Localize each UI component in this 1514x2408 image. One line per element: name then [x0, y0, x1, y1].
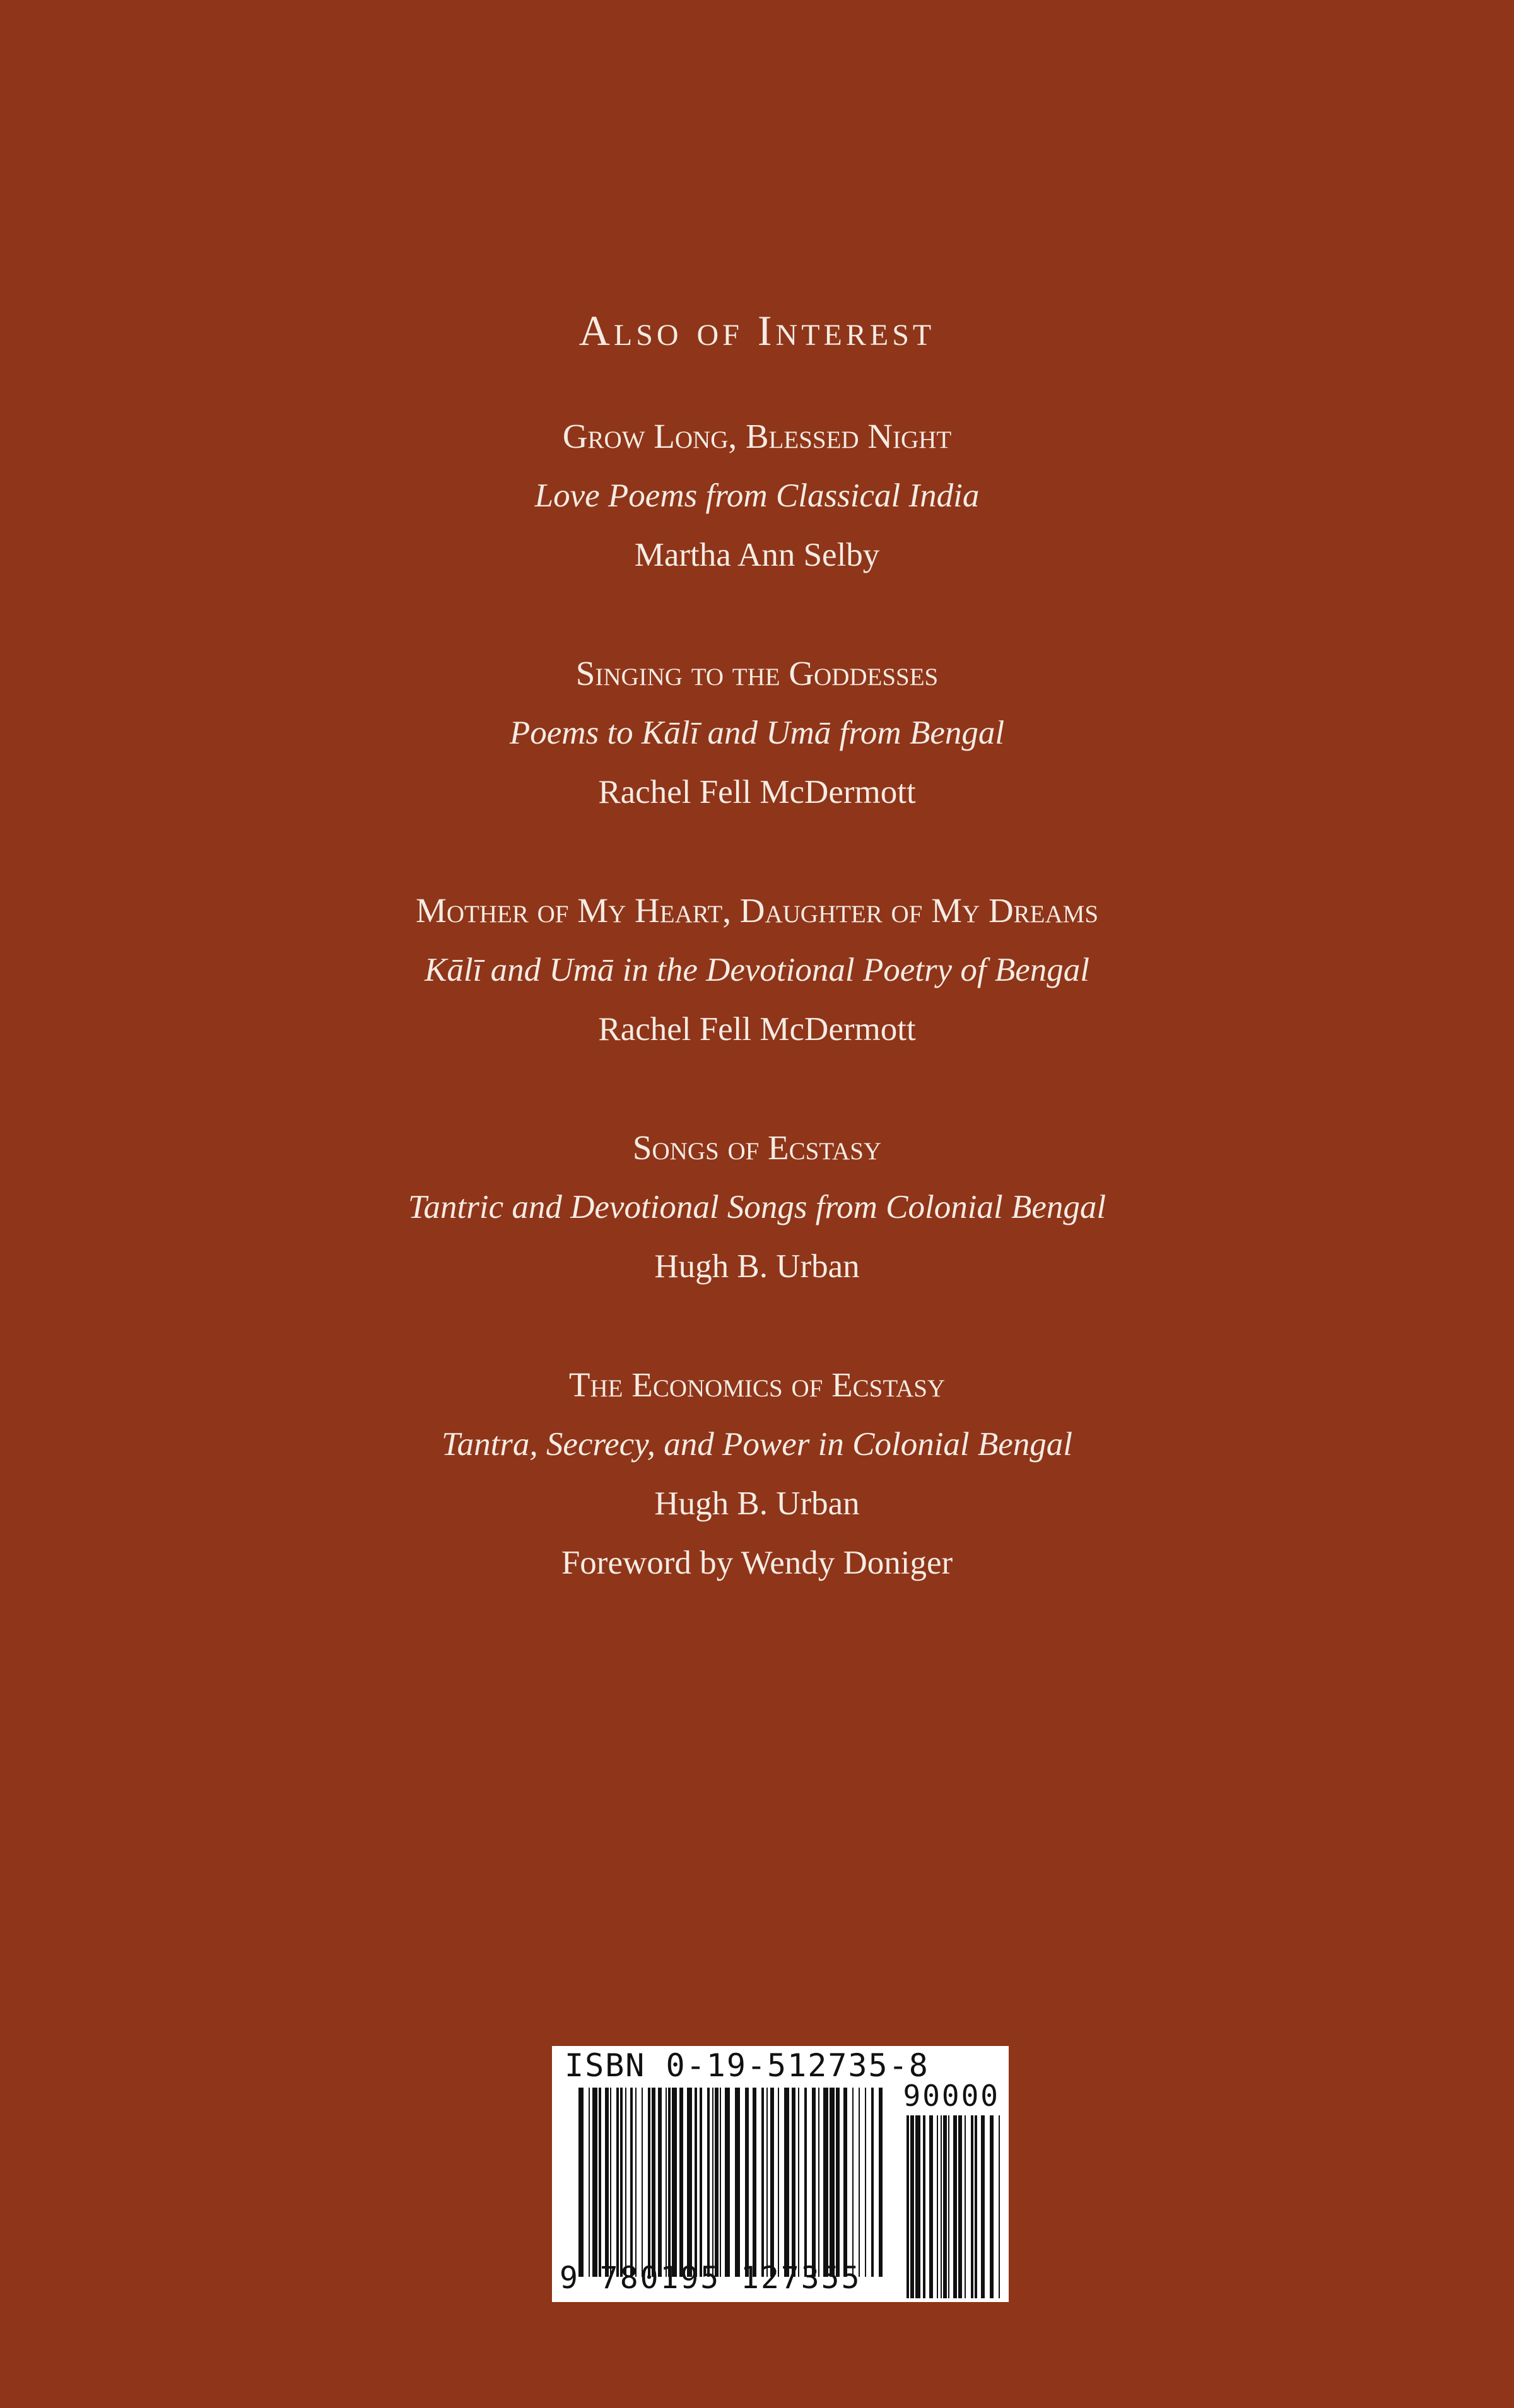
book-foreword: Foreword by Wendy Doniger [561, 1545, 953, 1581]
book-entry [0, 1355, 1514, 1593]
isbn-barcode [552, 2046, 1009, 2302]
book-subtitle: Kālī and Umā in the Devotional Poetry of Bengal [425, 952, 1089, 988]
ean-number: 9 780195 127355 [560, 2260, 862, 2296]
book-title: Singing to the Goddesses [575, 654, 939, 693]
book-author: Hugh B. Urban [654, 1485, 860, 1522]
book-entry [0, 407, 1514, 585]
book-subtitle: Love Poems from Classical India [534, 477, 980, 514]
book-entry [0, 644, 1514, 822]
book-author: Rachel Fell McDermott [598, 774, 916, 810]
book-entry [0, 881, 1514, 1059]
barcode-bars-icon [578, 2088, 883, 2277]
book-author: Hugh B. Urban [654, 1248, 860, 1285]
addon-barcode-bars-icon [907, 2115, 1000, 2298]
book-title: Songs of Ecstasy [632, 1128, 882, 1167]
book-subtitle: Tantric and Devotional Songs from Colonial Bengal [408, 1189, 1106, 1225]
book-author: Rachel Fell McDermott [598, 1011, 916, 1048]
book-author: Martha Ann Selby [634, 537, 880, 573]
book-subtitle: Tantra, Secrecy, and Power in Colonial Bengal [441, 1426, 1073, 1463]
isbn-label: ISBN 0-19-512735-8 [565, 2047, 929, 2084]
price-code: 90000 [903, 2079, 1000, 2113]
book-entry [0, 1118, 1514, 1296]
book-title: The Economics of Ecstasy [568, 1365, 946, 1404]
section-heading: Also of Interest [578, 307, 936, 354]
book-title: Grow Long, Blessed Night [562, 417, 952, 455]
book-subtitle: Poems to Kālī and Umā from Bengal [509, 715, 1005, 751]
book-title: Mother of My Heart, Daughter of My Dreams [415, 891, 1099, 930]
